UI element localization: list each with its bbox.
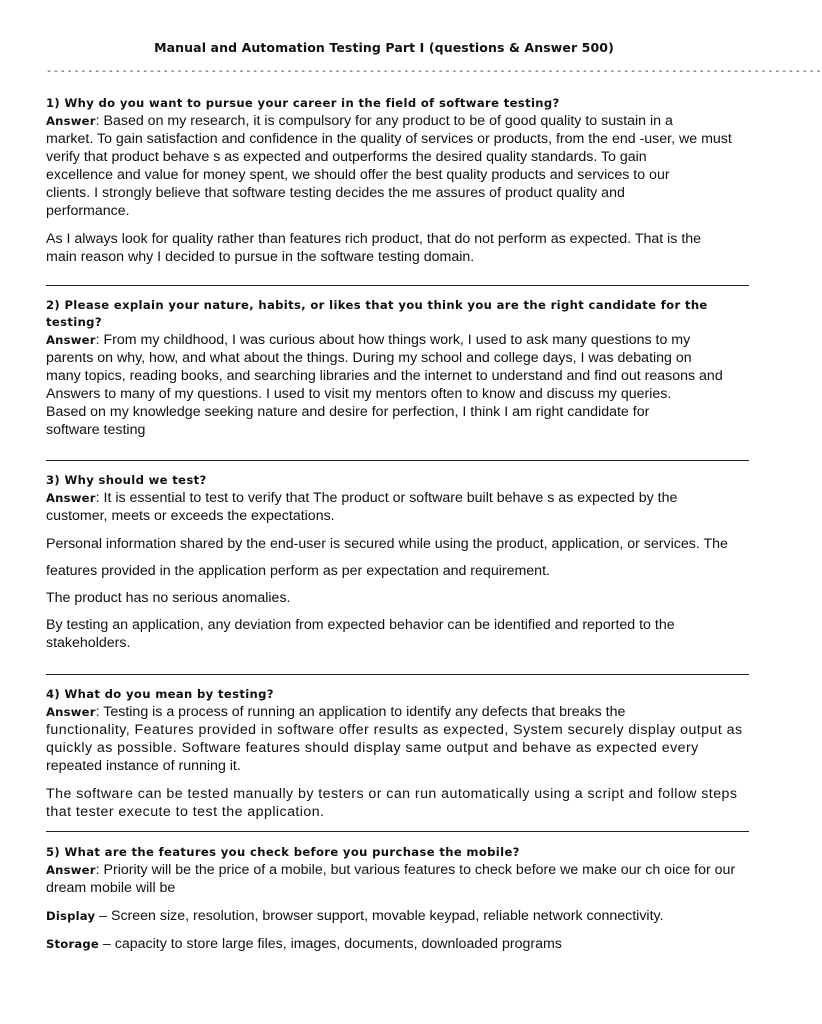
paragraph: The product has no serious anomalies. [46,590,291,606]
paragraph: As I always look for quality rather than features rich product, that do not perform as expected. That is the main reason why I decided to pursue in the software testing domain. [46,231,702,265]
question-4: 4) What do you mean by testing? [46,687,274,701]
answer-1: Answer: Based on my research, it is compulsory for any product to be of good quality to sustain in a market. To gain satisfaction and confidence in the quality of services or products, from the end -user, we must verify that product behave s as expected and outperforms the desired quality standards. To gain excellence and value for money spent, we should offer the best quality products and services to our clients. I strongly believe that software testing decides the me assures of product quality and performance. [46,113,732,219]
qa-section-5 [46,844,746,953]
answer-label: Answer [46,114,96,128]
document-title: Manual and Automation Testing Part I (questions & Answer 500) [154,40,614,55]
answer-label: Answer [46,705,96,719]
paragraph: By testing an application, any deviation from expected behavior can be identified and reported to the stakeholders. [46,617,675,651]
question-5: 5) What are the features you check before you purchase the mobile? [46,845,520,859]
qa-section-1 [46,95,746,266]
question-1: 1) Why do you want to pursue your career in the field of software testing? [46,96,560,110]
question-2: 2) Please explain your nature, habits, or likes that you think you are the right candidate for the testing? [46,298,708,329]
paragraph: features provided in the application perform as per expectation and requirement. [46,563,550,579]
paragraph: Personal information shared by the end-user is secured while using the product, application, or services. The [46,536,728,552]
qa-section-4 [46,686,746,821]
paragraph: The software can be tested manually by testers or can run automatically using a script and follow steps that tester execute to test the application. [46,786,738,820]
answer-label: Answer [46,491,96,505]
answer-5: Answer: Priority will be the price of a mobile, but various features to check before we make our ch oice for our dream mobile will be [46,862,736,896]
section-divider [46,831,749,832]
answer-label: Answer [46,333,96,347]
section-divider [46,460,749,461]
answer-label: Answer [46,863,96,877]
feature-label: Storage [46,937,99,951]
dashed-separator: ----------------------------------------------------------------------------------------------------------------- [46,66,822,77]
section-divider [46,285,749,286]
qa-section-3 [46,472,746,652]
answer-3: Answer: It is essential to test to verify that The product or software built behave s as expected by the customer, meets or exceeds the expectations. [46,490,678,524]
feature-display: Display – Screen size, resolution, browser support, movable keypad, reliable network connectivity. [46,908,664,924]
section-divider [46,674,749,675]
feature-label: Display [46,909,96,923]
answer-2: Answer: From my childhood, I was curious about how things work, I used to ask many questions to my parents on why, how, and what about the things. During my school and college days, I was debating on many topics, reading books, and searching libraries and the internet to understand and find out reasons and Answers to many of my questions. I used to visit my mentors often to know and discuss my queries. Based on my knowledge seeking nature and desire for perfection, I think I am right candidate for software testing [46,332,723,438]
answer-4: Answer: Testing is a process of running an application to identify any defects that breaks the functionality, Features provided in software offer results as expected, System securely display output as quickly as possible. Software features should display same output and behave as expected every repeated instance of running it. [46,704,743,774]
feature-storage: Storage – capacity to store large files, images, documents, downloaded programs [46,936,562,952]
qa-section-2 [46,297,746,439]
question-3: 3) Why should we test? [46,473,207,487]
